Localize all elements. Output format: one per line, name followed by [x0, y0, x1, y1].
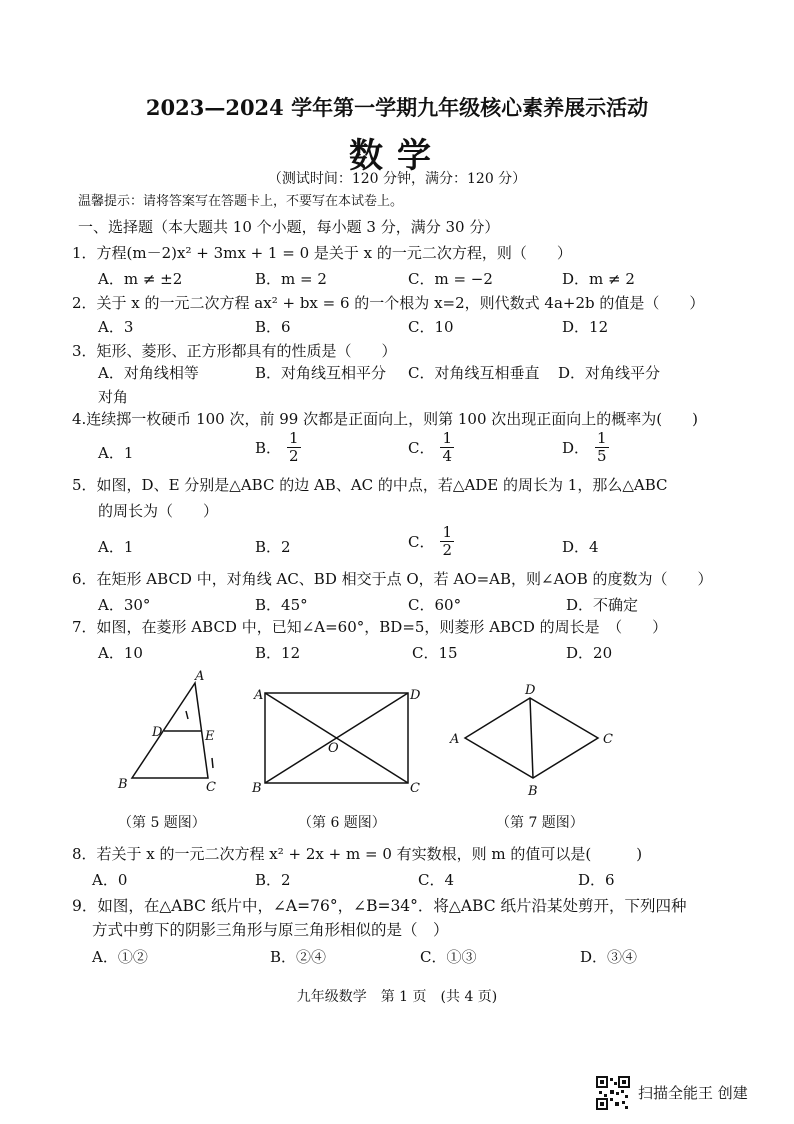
q8-option-d: D．6 [578, 871, 615, 889]
fig5-label-a: A [195, 669, 205, 684]
fig6-label-d: D [410, 688, 421, 703]
qr-code-icon [596, 1076, 630, 1110]
q1-option-c: C．m = −2 [408, 270, 493, 288]
q1-option-b: B．m = 2 [255, 270, 327, 288]
q2-option-d: D．12 [562, 318, 609, 336]
fig5-label-d: D [152, 725, 163, 740]
figure-6 [265, 693, 408, 783]
q6-option-a: A．30° [98, 596, 151, 614]
question-9-continuation: 方式中剪下的阴影三角形与原三角形相似的是（ ） [92, 921, 449, 939]
fig7-label-c: C [603, 732, 613, 747]
q5-option-b: B．2 [255, 538, 291, 556]
q4-option-d-label: D． [562, 439, 590, 458]
q3-option-d-continuation: 对角 [98, 388, 129, 406]
q7-option-b: B．12 [255, 644, 301, 662]
fig7-label-a: A [450, 732, 460, 747]
exam-tip: 温馨提示：请将答案写在答题卡上，不要写在本试卷上。 [78, 194, 404, 209]
fig7-label-b: B [528, 784, 538, 799]
q8-option-c: C．4 [418, 871, 455, 889]
fig6-label-b: B [252, 781, 262, 796]
q6-option-b: B．45° [255, 596, 308, 614]
q6-option-d: D．不确定 [566, 596, 639, 614]
q2-option-c: C．10 [408, 318, 454, 336]
fig6-label-c: C [410, 781, 420, 796]
q9-option-b: B．②④ [270, 948, 327, 966]
q3-option-b: B．对角线互相平分 [255, 364, 387, 382]
q4-option-d-fraction: $\frac{1}{5}$ [597, 429, 607, 466]
fig6-caption: （第 6 题图） [298, 815, 386, 831]
q9-option-d: D．③④ [580, 948, 638, 966]
fig6-label-a: A [254, 688, 264, 703]
figure-7 [465, 698, 598, 778]
q5-option-d: D．4 [562, 538, 599, 556]
q4-option-b-fraction: $\frac{1}{2}$ [289, 429, 299, 466]
fig7-label-d: D [525, 683, 536, 698]
fig5-tick-ec [212, 758, 213, 768]
fig6-label-o: O [328, 741, 339, 756]
q9-option-a: A．①② [92, 948, 148, 966]
exam-title: 2023—2024 学年第一学期九年级核心素养展示活动 [145, 95, 649, 120]
q3-option-c: C．对角线互相垂直 [408, 364, 540, 382]
q6-option-c: C．60° [408, 596, 462, 614]
q8-option-a: A．0 [92, 871, 128, 889]
fig5-caption: （第 5 题图） [118, 815, 206, 831]
question-9-stem: 9．如图，在△ABC 纸片中，∠A=76°，∠B=34°．将△ABC 纸片沿某处剪开，下列四种 [72, 897, 687, 915]
question-2-stem: 2．关于 x 的一元二次方程 ax² + bx = 6 的一个根为 x=2，则代数式 4a+2b 的值是（ ） [72, 294, 705, 312]
q9-option-c: C．①③ [420, 948, 477, 966]
question-5-stem: 5．如图，D、E 分别是△ABC 的边 AB、AC 的中点，若△ADE 的周长为 1，那么△ABC [72, 476, 668, 494]
q3-option-d: D．对角线平分 [558, 364, 661, 382]
question-3-stem: 3．矩形、菱形、正方形都具有的性质是（ ） [72, 342, 397, 360]
q5-option-c-label: C． [408, 533, 435, 552]
q3-option-a: A．对角线相等 [98, 364, 199, 382]
fig5-tick-ad [186, 711, 188, 719]
q1-option-d: D．m ≠ 2 [562, 270, 635, 288]
page-footer: 九年级数学 第 1 页 (共 4 页) [296, 989, 498, 1005]
question-1-stem: 1．方程(m－2)x² + 3mx + 1 = 0 是关于 x 的一元二次方程，则（ ） [72, 244, 572, 262]
q4-option-c-label: C． [408, 439, 435, 458]
figure-5 [132, 683, 213, 778]
fig5-label-e: E [205, 729, 215, 744]
q2-option-a: A．3 [98, 318, 134, 336]
fig7-diagonal-bd [530, 698, 533, 778]
q7-option-a: A．10 [98, 644, 143, 662]
question-5-continuation: 的周长为（ ） [98, 502, 219, 520]
q4-option-c-fraction: $\frac{1}{4}$ [442, 429, 453, 466]
question-8-stem: 8．若关于 x 的一元二次方程 x² + 2x + m = 0 有实数根，则 m 的值可以是( ) [72, 845, 643, 863]
q1-option-a: A．m ≠ ±2 [98, 270, 183, 288]
question-4-stem: 4.连续掷一枚硬币 100 次，前 99 次都是正面向上，则第 100 次出现正面向上的概率为( ) [72, 410, 698, 428]
question-7-stem: 7．如图，在菱形 ABCD 中，已知∠A=60°，BD=5，则菱形 ABCD 的周长是 （ ） [72, 618, 668, 636]
question-6-stem: 6．在矩形 ABCD 中，对角线 AC、BD 相交于点 O，若 AO=AB，则∠AOB 的度数为（ ） [72, 570, 713, 588]
q7-option-c: C．15 [412, 644, 458, 662]
scanner-watermark: 扫描全能王 创建 [638, 1084, 748, 1102]
q5-option-c-fraction: $\frac{1}{2}$ [442, 523, 453, 560]
section-heading: 一、选择题（本大题共 10 个小题，每小题 3 分，满分 30 分） [78, 218, 500, 236]
fig7-caption: （第 7 题图） [496, 815, 584, 831]
q4-option-b-label: B． [255, 439, 282, 458]
q7-option-d: D．20 [566, 644, 613, 662]
q5-option-a: A．1 [98, 538, 134, 556]
fig5-label-c: C [206, 780, 216, 795]
subject-title: 数学 [349, 136, 445, 176]
q8-option-b: B．2 [255, 871, 291, 889]
q4-option-a: A．1 [98, 444, 134, 462]
q2-option-b: B．6 [255, 318, 291, 336]
test-info: （测试时间：120 分钟，满分：120 分） [267, 171, 527, 187]
fig5-label-b: B [118, 777, 128, 792]
